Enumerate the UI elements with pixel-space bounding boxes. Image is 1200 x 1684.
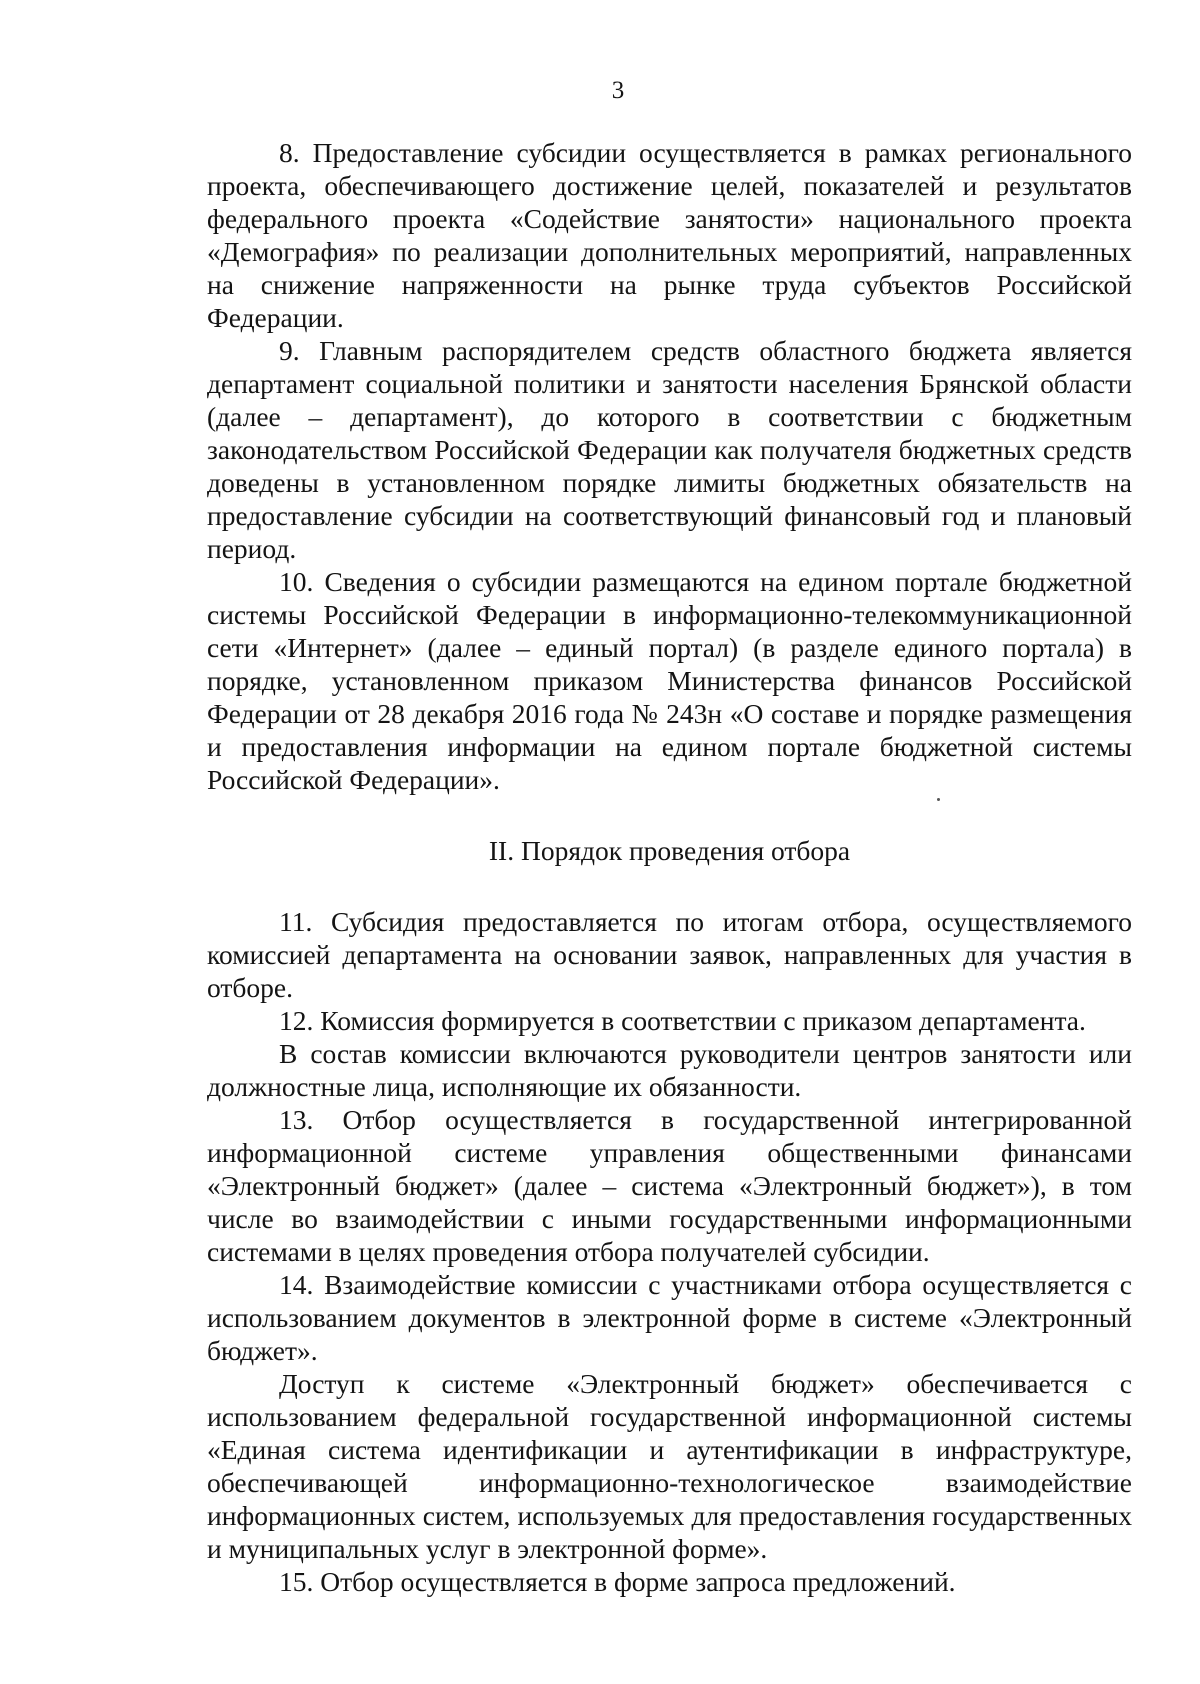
page-number: 3 — [611, 77, 625, 104]
paragraph-10: 10. Сведения о субсидии размещаются на едином портале бюджетной системы Российской Федерации в информационно-телекоммуникационной сети «Интернет» (далее – единый портал) (в разделе единого портала) в порядке, установленном приказом Министерства финансов Российской Федерации от 28 декабря 2016 года № 243н «О составе и порядке размещения и предоставления информации на едином портале бюджетной системы Российской Федерации». — [207, 566, 1132, 795]
page-body — [207, 136, 1132, 1598]
paragraph-13: 13. Отбор осуществляется в государственной интегрированной информационной системе управления общественными финансами «Электронный бюджет» (далее – система «Электронный бюджет»), в том числе во взаимодействии с иными государственными информационными системами в целях проведения отбора получателей субсидии. — [207, 1104, 1132, 1267]
paragraph-9: 9. Главным распорядителем средств областного бюджета является департамент социальной политики и занятости населения Брянской области (далее – департамент), до которого в соответствии с бюджетным законодательством Российской Федерации как получателя бюджетных средств доведены в установленном порядке лимиты бюджетных обязательств на предоставление субсидии на соответствующий финансовый год и плановый период. — [207, 335, 1132, 564]
paragraph-12-continued: В состав комиссии включаются руководители центров занятости или должностные лица, исполняющие их обязанности. — [207, 1038, 1132, 1102]
section-heading: II. Порядок проведения отбора — [488, 835, 851, 866]
paragraph-8: 8. Предоставление субсидии осуществляется в рамках регионального проекта, обеспечивающего достижение целей, показателей и результатов федерального проекта «Содействие занятости» национального проекта «Демография» по реализации дополнительных мероприятий, направленных на снижение напряженности на рынке труда субъектов Российской Федерации. — [207, 137, 1132, 333]
paragraph-15: 15. Отбор осуществляется в форме запроса предложений. — [279, 1566, 956, 1597]
paragraph-11: 11. Субсидия предоставляется по итогам отбора, осуществляемого комиссией департамента на основании заявок, направленных для участия в отборе. — [207, 906, 1132, 1003]
paragraph-14: 14. Взаимодействие комиссии с участниками отбора осуществляется с использованием документов в электронной форме в системе «Электронный бюджет». — [207, 1269, 1132, 1366]
paragraph-14-continued: Доступ к системе «Электронный бюджет» обеспечивается с использованием федеральной государственной информационной системы «Единая система идентификации и аутентификации в инфраструктуре, обеспечивающей информационно-технологическое взаимодействие информационных систем, используемых для предоставления государственных и муниципальных услуг в электронной форме». — [207, 1368, 1132, 1564]
scan-speck — [937, 798, 940, 801]
paragraph-12: 12. Комиссия формируется в соответствии с приказом департамента. — [279, 1005, 1086, 1036]
